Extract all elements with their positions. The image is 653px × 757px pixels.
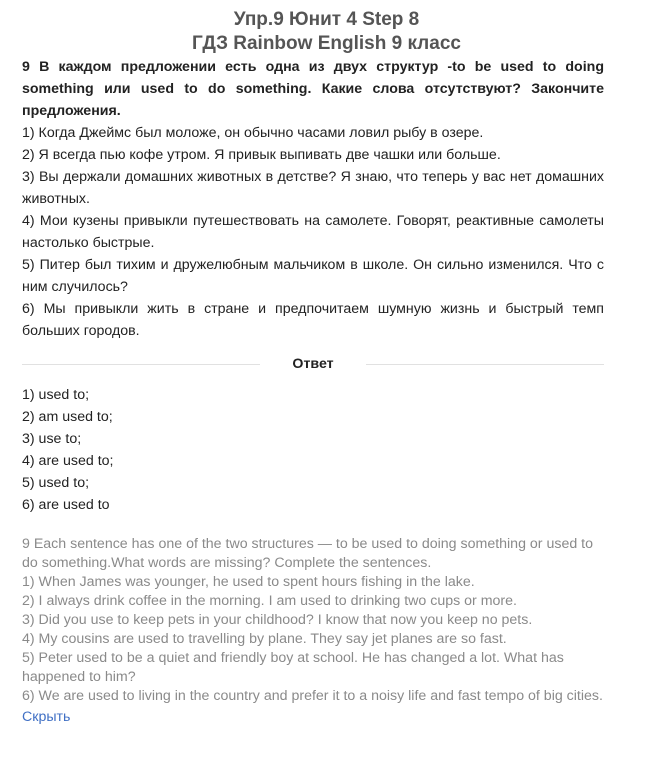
answer-list xyxy=(22,384,653,516)
task-sentence-4: 4) Мои кузены привыкли путешествовать на самолете. Говорят, реактивные самолеты настолько быстрые. xyxy=(22,213,604,251)
task-sentence-3: 3) Вы держали домашних животных в детстве? Я знаю, что теперь у вас нет домашних животных. xyxy=(22,169,604,207)
page-title-line-2: ГДЗ Rainbow English 9 класс xyxy=(192,33,461,54)
task-heading: 9 В каждом предложении есть одна из двух структур -to be used to doing something или used to do something. Какие слова отсутствуют? Закончите предложения. xyxy=(22,59,604,119)
translation-sentence-1: 1) When James was younger, he used to spent hours fishing in the lake. xyxy=(22,574,475,590)
task-block xyxy=(0,56,653,342)
answer-item-5: 5) used to; xyxy=(22,475,90,491)
answer-item-3: 3) use to; xyxy=(22,431,82,447)
hide-translation-link[interactable]: Скрыть xyxy=(22,709,71,725)
translation-block xyxy=(22,535,604,706)
translation-sentence-2: 2) I always drink coffee in the morning. I am used to drinking two cups or more. xyxy=(22,593,517,609)
answer-item-6: 6) are used to xyxy=(22,497,110,513)
answer-divider xyxy=(22,353,604,375)
divider-line-left xyxy=(22,364,260,365)
answer-item-4: 4) are used to; xyxy=(22,453,114,469)
page-title xyxy=(0,0,653,56)
translation-heading: 9 Each sentence has one of the two structures — to be used to doing something or used to do something.What words are missing? Complete the sentences. xyxy=(22,536,594,571)
task-sentence-1: 1) Когда Джеймс был моложе, он обычно часами ловил рыбу в озере. xyxy=(22,125,484,141)
task-sentence-5: 5) Питер был тихим и дружелюбным мальчиком в школе. Он сильно изменился. Что с ним случилось? xyxy=(22,257,604,295)
task-sentence-2: 2) Я всегда пью кофе утром. Я привык выпивать две чашки или больше. xyxy=(22,147,501,163)
translation-sentence-4: 4) My cousins are used to travelling by plane. They say jet planes are so fast. xyxy=(22,631,507,647)
answer-item-2: 2) am used to; xyxy=(22,409,113,425)
divider-line-right xyxy=(366,364,604,365)
translation-sentence-3: 3) Did you use to keep pets in your childhood? I know that now you keep no pets. xyxy=(22,612,533,628)
task-sentence-6: 6) Мы привыкли жить в стране и предпочитаем шумную жизнь и быстрый темп больших городов. xyxy=(22,301,604,339)
answer-item-1: 1) used to; xyxy=(22,387,90,403)
answer-label: Ответ xyxy=(292,356,334,372)
translation-sentence-5: 5) Peter used to be a quiet and friendly boy at school. He has changed a lot. What has happened to him? xyxy=(22,650,564,685)
page-title-line-1: Упр.9 Юнит 4 Step 8 xyxy=(233,9,420,30)
translation-sentence-6: 6) We are used to living in the country and prefer it to a noisy life and fast tempo of big cities. xyxy=(22,688,603,704)
